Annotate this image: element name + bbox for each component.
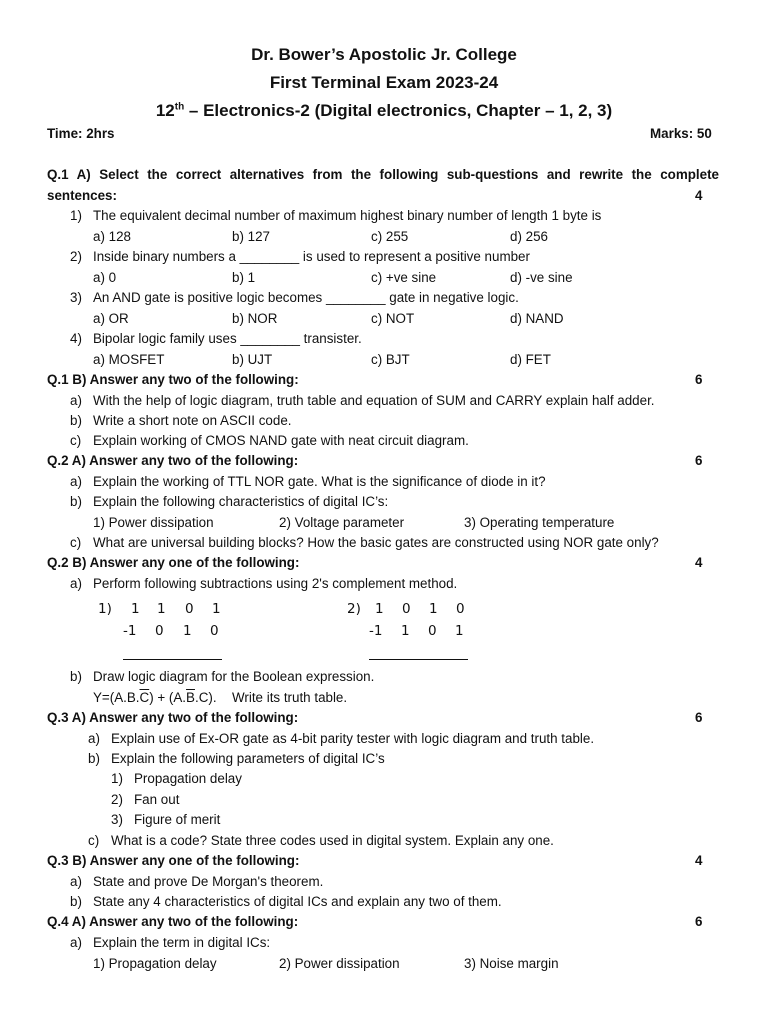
mcq-3-text: An AND gate is positive logic becomes ________ gate in negative logic. — [93, 290, 519, 305]
q3a-b-sub-1-text: Propagation delay — [134, 771, 242, 786]
mcq-3-opt-d: d) NAND — [510, 311, 564, 326]
q2b-title: Q.2 B) Answer any one of the following: — [47, 555, 300, 570]
q3a-a-num: a) — [88, 731, 100, 746]
sub2-label: 2) — [347, 601, 361, 617]
sub1-underline — [123, 659, 222, 660]
q4a-a-sub-2: 2) Power dissipation — [279, 956, 400, 971]
q4a-title: Q.4 A) Answer any two of the following: — [47, 914, 299, 929]
q3a-b-text: Explain the following parameters of digital IC’s — [111, 751, 385, 766]
q2a-a-num: a) — [70, 474, 82, 489]
q2b-a-num: a) — [70, 576, 82, 591]
mcq-4-text: Bipolar logic family uses ________ transister. — [93, 331, 362, 346]
mcq-2-opt-c: c) +ve sine — [371, 270, 437, 285]
sub1-r1-d3: 0 — [185, 601, 194, 617]
mcq-3-num: 3) — [70, 290, 82, 305]
q3b-a-text: State and prove De Morgan's theorem. — [93, 874, 324, 889]
q3a-b-sub-3-text: Figure of merit — [134, 812, 221, 827]
sub1-r2-d4: 0 — [210, 623, 219, 639]
q1b-marks: 6 — [695, 372, 703, 387]
sub2-r1-d3: 1 — [429, 601, 438, 617]
q1a-marks: 4 — [695, 188, 703, 203]
q2a-title: Q.2 A) Answer any two of the following: — [47, 453, 299, 468]
mcq-1-text: The equivalent decimal number of maximum highest binary number of length 1 byte is — [93, 208, 602, 223]
mcq-3-opt-b: b) NOR — [232, 311, 278, 326]
q2b-a-text: Perform following subtractions using 2's complement method. — [93, 576, 458, 591]
q3b-title: Q.3 B) Answer any one of the following: — [47, 853, 300, 868]
q3a-c-text: What is a code? State three codes used in digital system. Explain any one. — [111, 833, 554, 848]
q2b-b-num: b) — [70, 669, 82, 684]
mcq-2-opt-a: a) 0 — [93, 270, 117, 285]
q3a-b-sub-2-num: 2) — [111, 792, 123, 807]
mcq-4-opt-c: c) BJT — [371, 352, 410, 367]
sub1-label: 1) — [98, 601, 112, 617]
q2a-a-text: Explain the working of TTL NOR gate. What is the significance of diode in it? — [93, 474, 546, 489]
q4a-a-sub-1: 1) Propagation delay — [93, 956, 217, 971]
q4a-a-text: Explain the term in digital ICs: — [93, 935, 271, 950]
sub1-r1-d1: 1 — [131, 601, 140, 617]
q2a-b-sub-3: 3) Operating temperature — [464, 515, 615, 530]
q1a-title: Q.1 A) Select the correct alternatives from the following sub-questions and rewrite the complete — [47, 167, 719, 182]
subject-title: 12th – Electronics-2 (Digital electronics, Chapter – 1, 2, 3) — [155, 101, 613, 120]
q3b-marks: 4 — [695, 853, 703, 868]
q2a-b-text: Explain the following characteristics of digital IC’s: — [93, 494, 389, 509]
q2a-c-text: What are universal building blocks? How the basic gates are constructed using NOR gate only? — [93, 535, 659, 550]
exam-marks: Marks: 50 — [650, 126, 712, 141]
mcq-3-opt-c: c) NOT — [371, 311, 415, 326]
sub2-r2-d1: -1 — [369, 623, 383, 639]
mcq-3-opt-a: a) OR — [93, 311, 129, 326]
mcq-1-opt-c: c) 255 — [371, 229, 409, 244]
q3a-marks: 6 — [695, 710, 703, 725]
q1b-a-num: a) — [70, 393, 82, 408]
mcq-4-opt-b: b) UJT — [232, 352, 273, 367]
q3b-b-text: State any 4 characteristics of digital ICs and explain any two of them. — [93, 894, 502, 909]
mcq-4-num: 4) — [70, 331, 82, 346]
sub1-r2-d3: 1 — [183, 623, 192, 639]
q4a-marks: 6 — [695, 914, 703, 929]
q2a-marks: 6 — [695, 453, 703, 468]
q3a-b-sub-1-num: 1) — [111, 771, 123, 786]
mcq-1-opt-a: a) 128 — [93, 229, 131, 244]
q4a-a-num: a) — [70, 935, 82, 950]
sub2-r2-d4: 1 — [455, 623, 464, 639]
truth-table-instruction: Write its truth table. — [232, 690, 348, 705]
q2a-b-sub-2: 2) Voltage parameter — [279, 515, 405, 530]
q3b-a-num: a) — [70, 874, 82, 889]
q2b-b-text: Draw logic diagram for the Boolean expression. — [93, 669, 375, 684]
q3b-b-num: b) — [70, 894, 82, 909]
sub1-r1-d4: 1 — [212, 601, 221, 617]
mcq-1-num: 1) — [70, 208, 82, 223]
sub2-r2-d2: 1 — [401, 623, 410, 639]
q1a-title-cont: sentences: — [47, 188, 117, 203]
q3a-b-num: b) — [88, 751, 100, 766]
exam-time: Time: 2hrs — [47, 126, 115, 141]
q1b-c-text: Explain working of CMOS NAND gate with neat circuit diagram. — [93, 433, 469, 448]
college-name: Dr. Bower’s Apostolic Jr. College — [251, 45, 517, 64]
q1b-b-text: Write a short note on ASCII code. — [93, 413, 292, 428]
mcq-2-num: 2) — [70, 249, 82, 264]
mcq-4-opt-a: a) MOSFET — [93, 352, 165, 367]
sub2-r1-d2: 0 — [402, 601, 411, 617]
mcq-1-opt-d: d) 256 — [510, 229, 548, 244]
q2a-b-sub-1: 1) Power dissipation — [93, 515, 214, 530]
q3a-b-sub-2-text: Fan out — [134, 792, 180, 807]
q1b-c-num: c) — [70, 433, 82, 448]
q2a-c-num: c) — [70, 535, 82, 550]
q1b-title: Q.1 B) Answer any two of the following: — [47, 372, 299, 387]
mcq-2-text: Inside binary numbers a ________ is used to represent a positive number — [93, 249, 530, 264]
sub2-r1-d4: 0 — [456, 601, 465, 617]
q3a-c-num: c) — [88, 833, 100, 848]
exam-title: First Terminal Exam 2023-24 — [269, 73, 499, 92]
q3a-b-sub-3-num: 3) — [111, 812, 123, 827]
q2b-marks: 4 — [695, 555, 703, 570]
q3a-title: Q.3 A) Answer any two of the following: — [47, 710, 299, 725]
q2a-b-num: b) — [70, 494, 82, 509]
sub2-r1-d1: 1 — [375, 601, 384, 617]
q3a-a-text: Explain use of Ex-OR gate as 4-bit parity tester with logic diagram and truth table. — [111, 731, 595, 746]
sub2-underline — [369, 659, 468, 660]
sub2-r2-d3: 0 — [428, 623, 437, 639]
mcq-4-opt-d: d) FET — [510, 352, 551, 367]
sub1-r2-d2: 0 — [155, 623, 164, 639]
boolean-expression: $Y=(A.B.\overline{C}) + (A.\overline{B}.C)$. — [93, 690, 217, 705]
sub1-r2-d1: -1 — [123, 623, 137, 639]
sub1-r1-d2: 1 — [157, 601, 166, 617]
mcq-1-opt-b: b) 127 — [232, 229, 270, 244]
q4a-a-sub-3: 3) Noise margin — [464, 956, 559, 971]
mcq-2-opt-b: b) 1 — [232, 270, 256, 285]
q1b-b-num: b) — [70, 413, 82, 428]
mcq-2-opt-d: d) -ve sine — [510, 270, 573, 285]
q1b-a-text: With the help of logic diagram, truth table and equation of SUM and CARRY explain half adder. — [93, 393, 655, 408]
